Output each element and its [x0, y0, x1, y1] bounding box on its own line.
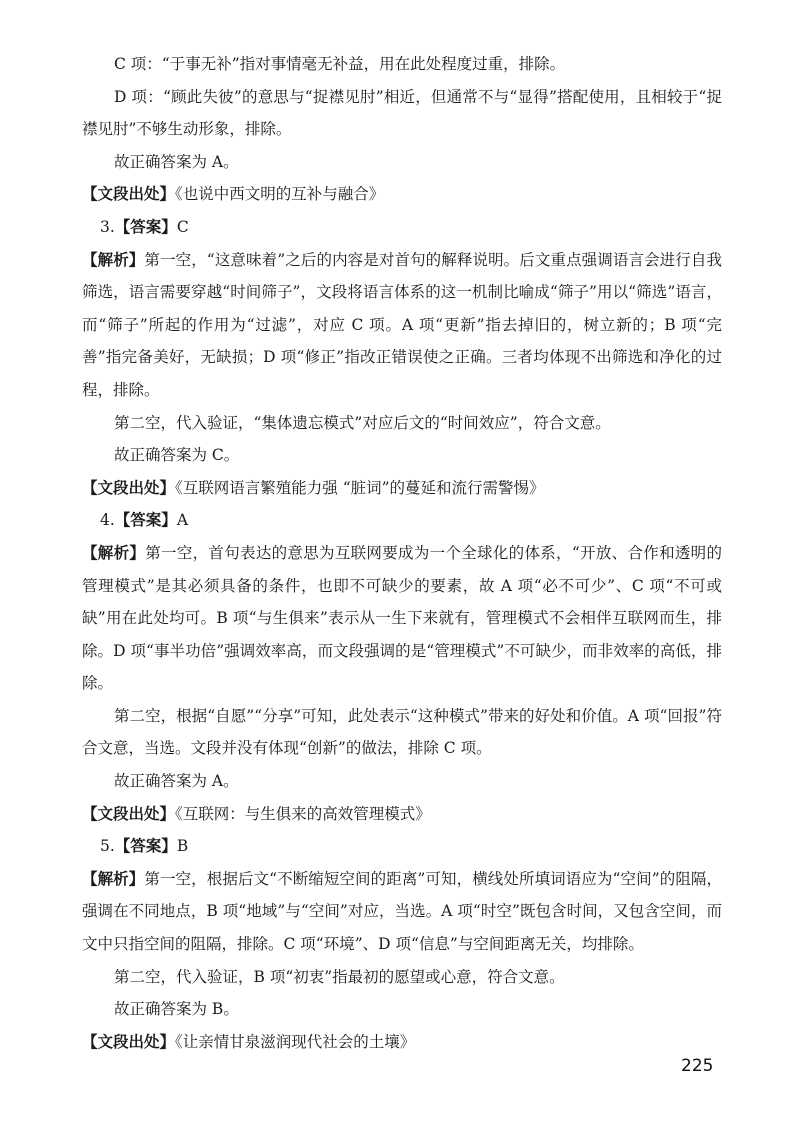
- answer-label: 【答案】: [114, 510, 177, 530]
- answer-value: A: [176, 511, 189, 530]
- source-line: [82, 1026, 722, 1059]
- source-title: 《让亲情甘泉滋润现代社会的土壤》: [175, 1032, 416, 1051]
- paragraph-text: D 项：“顾此失彼”的意思与“捉襟见肘”相近，但通常不与“显得”搭配使用，且相较于“捉襟见肘”不够生动形象，排除。: [82, 87, 722, 139]
- paragraph: [82, 407, 722, 440]
- page-number: 225: [681, 1056, 714, 1076]
- source-title: 《互联网语言繁殖能力强 “脏词”的蔓延和流行需警惕》: [175, 478, 545, 497]
- answer-label: 【答案】: [114, 216, 177, 236]
- paragraph-text: C 项：“于事无补”指对事情毫无补益，用在此处程度过重，排除。: [114, 55, 566, 73]
- paragraph: [82, 993, 722, 1026]
- paragraph: [82, 961, 722, 994]
- question-number: 5.: [100, 837, 115, 856]
- paragraph: [82, 765, 722, 798]
- answer-value: C: [176, 217, 189, 236]
- source-line: [82, 472, 722, 505]
- source-label: 【文段出处】: [82, 477, 176, 497]
- paragraph: [82, 81, 722, 146]
- answer-line: [82, 830, 722, 863]
- answer-line: [82, 504, 722, 537]
- analysis-paragraph: [82, 537, 722, 700]
- paragraph: [82, 146, 722, 179]
- paragraph: [82, 700, 722, 765]
- analysis-paragraph: [82, 863, 722, 961]
- paragraph-text: 第二空，代入验证，“集体遗忘模式”对应后文的“时间效应”，符合文意。: [114, 413, 611, 432]
- source-line: [82, 178, 722, 211]
- source-title: 《也说中西文明的互补与融合》: [175, 185, 385, 204]
- paragraph: [82, 439, 722, 472]
- analysis-label: 【解析】: [82, 249, 145, 269]
- answer-value: B: [176, 837, 189, 856]
- answer-line: [82, 211, 722, 244]
- analysis-text: 第一空，根据后文“不断缩短空间的距离”可知，横线处所填词语应为“空间”的阻隔，强调在不同地点，B 项“地域”与“空间”对应，当选。A 项“时空”既包含时间，又包含空间，而文中只指空间的阻隔，排除。C 项“环境”、D 项“信息”与空间距离无关，均排除。: [82, 869, 722, 954]
- paragraph-text: 故正确答案为 A。: [114, 772, 239, 791]
- paragraph-text: 故正确答案为 B。: [114, 1000, 239, 1019]
- question-number: 3.: [100, 217, 115, 236]
- page-content: [82, 48, 722, 1058]
- paragraph-text: 第二空，代入验证，B 项“初衷”指最初的愿望或心意，符合文意。: [114, 967, 565, 986]
- question-number: 4.: [100, 511, 115, 530]
- answer-label: 【答案】: [114, 836, 177, 856]
- source-label: 【文段出处】: [82, 184, 176, 204]
- source-label: 【文段出处】: [82, 803, 176, 823]
- paragraph-text: 故正确答案为 A。: [114, 152, 239, 171]
- analysis-text: 第一空，首句表达的意思为互联网要成为一个全球化的体系，“开放、合作和透明的管理模式”是其必须具备的条件，也即不可缺少的要素，故 A 项“必不可少”、C 项“不可或缺”用在此处均可。B 项“与生俱来”表示从一生下来就有，管理模式不会相伴互联网而生，排除。D 项“事半功倍”强调效率高，而文段强调的是“管理模式”不可缺少，而非效率的高低，排除。: [82, 543, 722, 693]
- paragraph-text: 第二空，根据“自愿”“分享”可知，此处表示“这种模式”带来的好处和价值。A 项“回报”符合文意，当选。文段并没有体现“创新”的做法，排除 C 项。: [82, 706, 722, 758]
- source-line: [82, 798, 722, 831]
- analysis-text: 第一空，“这意味着”之后的内容是对首句的解释说明。后文重点强调语言会进行自我筛选，语言需要穿越“时间筛子”，文段将语言体系的这一机制比喻成“筛子”用以“筛选”语言，而“筛子”所起的作用为“过滤”，对应 C 项。A 项“更新”指去掉旧的，树立新的；B 项“完善”指完备美好，无缺损；D 项“修正”指改正错误使之正确。三者均体现不出筛选和净化的过程，排除。: [82, 250, 722, 399]
- source-label: 【文段出处】: [82, 1031, 176, 1051]
- paragraph-text: 故正确答案为 C。: [114, 446, 240, 465]
- paragraph: [82, 48, 722, 81]
- analysis-paragraph: [82, 244, 722, 407]
- source-title: 《互联网：与生俱来的高效管理模式》: [175, 804, 431, 823]
- analysis-label: 【解析】: [82, 868, 145, 888]
- analysis-label: 【解析】: [82, 542, 146, 562]
